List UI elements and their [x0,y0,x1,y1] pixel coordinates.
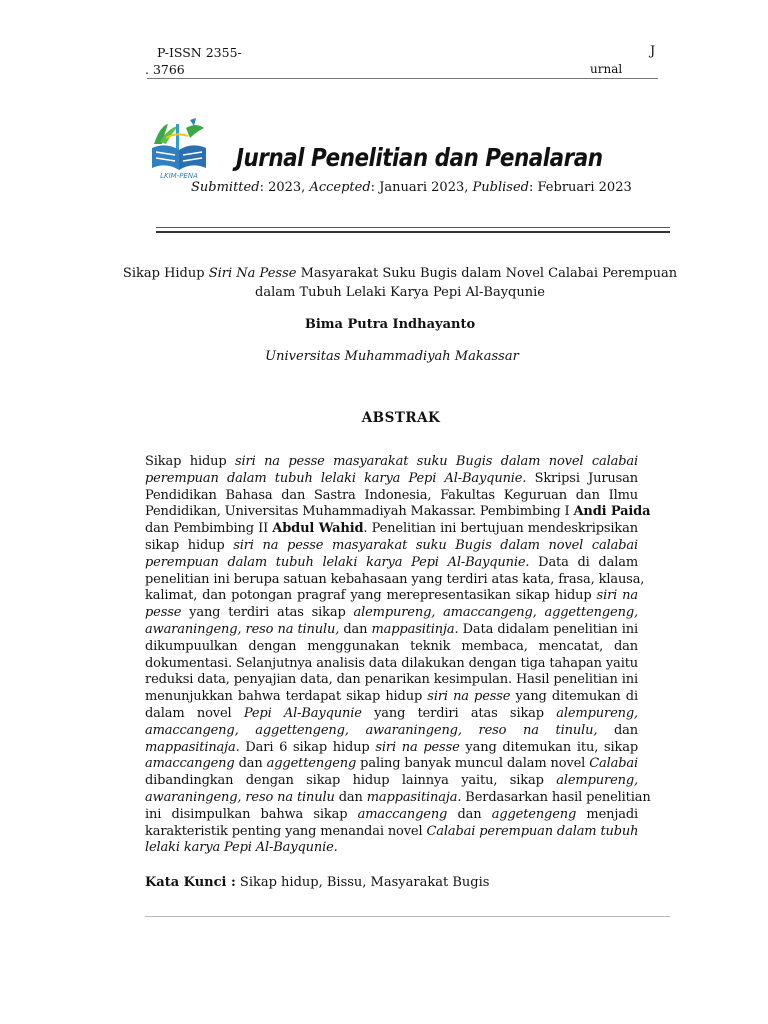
abstract-text: alempureng, [556,773,638,789]
abstract-text: ini disimpulkan bahwa sikap [145,806,358,822]
issn-line-1: P-ISSN 2355- [157,45,242,60]
abstract-text: kalimat, dan potongan pragraf yang merepresentasikan sikap hidup [145,588,597,604]
abstract-line [145,723,638,740]
abstract-text: dan [334,789,367,805]
abstract-text: siri na pesse [375,739,460,755]
abstract-line [145,622,638,639]
abstract-text: lelaki karya Pepi Al-Bayqunie. [145,840,338,856]
abstract-text: mappasitinaja. [145,739,240,755]
abstract-text: dikumpuulkan dengan menggunakan teknik membaca, mencatat, dan [145,638,638,654]
article-title [100,264,700,302]
abstract-text: menjadi [576,806,639,822]
abstract-line [145,488,638,505]
keywords [145,875,489,890]
abstract-heading: ABSTRAK [361,410,441,426]
abstract-text: dan [597,722,638,738]
journal-title: Jurnal Penelitian dan Penalaran [236,143,603,172]
abstract-text: penelitian ini berupa satuan kebahasaan yang terdiri atas kata, frasa, klausa, [145,571,645,587]
abstract-line [145,588,638,605]
logo-text: LKIM-PENA [160,172,198,180]
abstract-line [145,756,638,773]
issn-label [145,44,267,77]
abstract-text: yang ditemukan di [510,689,638,705]
abstract-line [145,639,638,656]
abstract-text: dan [234,756,267,772]
header-divider [147,78,658,79]
article-title-part: Masyarakat Suku Bugis dalam Novel Calabai Perempuan [296,266,678,281]
abstract-text: amaccangeng [145,756,235,772]
open-book-plant-icon [146,114,212,180]
abstract-text: Data di dalam [529,554,638,570]
abstract-text: yang terdiri atas sikap [181,605,354,621]
abstract-text: Calabai perempuan dalam tubuh [426,823,639,839]
abstract-text: Pendidikan Bahasa dan Sastra Indonesia, Fakultas Keguruan dan Ilmu [145,487,638,503]
abstract-line [145,504,651,521]
abstract-text: Skripsi Jurusan [526,470,638,486]
abstract-text: Abdul Wahid [272,521,364,537]
abstract-text: sikap hidup [145,537,234,553]
abstract-text: dalam novel [145,705,244,721]
abstract-text: Pepi Al-Bayqunie [243,705,362,721]
author-name: Bima Putra Indhayanto [304,317,476,332]
running-header-fragment: urnal [590,62,623,76]
abstract-text: dokumentasi. Selanjutnya analisis data dilakukan dengan tiga tahapan yaitu [145,655,638,671]
issn-line-2: . 3766 [145,62,185,77]
abstract-line [145,840,638,857]
abstract-text: Data didalam penelitian ini [458,621,638,637]
abstract-text: siri na pesse [427,689,511,705]
abstract-line [145,521,638,538]
abstract-line [145,656,638,673]
abstract-line [145,689,638,706]
abstract-text: Calabai [589,756,639,772]
abstract-text: Dari 6 sikap hidup [239,739,376,755]
abstract-line [145,555,638,572]
article-title-line-2: dalam Tubuh Lelaki Karya Pepi Al-Bayqunie [255,285,545,300]
abstract-text: amaccangeng [357,806,448,822]
abstract-text: reduksi data, penyajian data, dan penarikan kesimpulan. Hasil penelitian ini [145,672,638,688]
accepted-value: Januari 2023, [375,180,469,195]
abstract-text: menunjukkan bahwa terdapat sikap hidup [145,689,428,705]
abstract-line [145,454,638,471]
abstract-text: karakteristik penting yang menandai novel [145,823,427,839]
abstract-text: alempureng, amaccangeng, aggettengeng, [353,605,638,621]
footer-divider [145,916,670,917]
abstract-text: Pendidikan, Universitas Muhammadiyah Makassar. Pembimbing I [145,504,574,520]
abstract-text: aggetengeng [491,806,577,822]
abstract-text: . Penelitian ini bertujuan mendeskripsikan [363,521,638,537]
abstract-text: awaraningeng, reso na tinulu, [145,621,340,637]
abstract-line [145,672,638,689]
submitted-value: 2023, [263,180,306,195]
journal-logo [146,114,212,180]
abstract-text: siri na pesse masyarakat suku Bugis dalam novel calabai [235,454,638,469]
abstract-text: Berdasarkan hasil penelitian [461,789,651,805]
published-value: Februari 2023 [533,180,632,195]
abstract-body [145,454,651,857]
abstract-text: yang terdiri atas sikap [361,705,557,721]
abstract-text: amaccangeng, aggettengeng, awaraningeng, reso na tinulu, [145,722,598,738]
keywords-label: Kata Kunci : [145,875,236,890]
abstract-text: mappasitinaja. [366,789,462,805]
accepted-label: Accepted [309,180,371,195]
abstract-line [145,807,638,824]
abstract-text: dan [447,806,492,822]
title-divider [156,227,670,233]
abstract-line [145,740,638,757]
abstract-text: mappasitinja. [371,621,459,637]
abstract-text: awaraningeng, reso na tinulu [145,789,335,805]
abstract-text: siri na pesse masyarakat suku Bugis dalam novel calabai [233,537,638,553]
abstract-text: alempureng, [556,705,638,721]
abstract-line [145,824,638,841]
abstract-text: paling banyak muncul dalam novel [356,756,590,772]
abstract-text: dan Pembimbing II [145,521,273,537]
abstract-text: pesse [145,605,182,621]
abstract-line [145,773,638,790]
abstract-text: yang ditemukan itu, sikap [459,739,638,755]
running-header-letter: J [650,44,656,59]
abstract-text: siri na [596,588,638,604]
abstract-text: dan [339,621,372,637]
abstract-text: dibandingkan dengan sikap hidup lainnya yaitu, sikap [145,773,557,789]
article-title-italic: Siri Na Pesse [208,266,297,281]
article-title-part: Sikap Hidup [122,266,209,281]
abstract-text: aggettengeng [266,756,357,772]
published-label: Publised [472,180,529,195]
author-affiliation: Universitas Muhammadiyah Makassar [265,349,519,364]
abstract-line [145,789,651,807]
abstract-text: perempuan dalam tubuh lelaki karya Pepi Al-Bayqunie. [145,470,527,486]
abstract-line [145,571,645,589]
abstract-line [145,605,638,622]
abstract-text: perempuan dalam tubuh lelaki karya Pepi Al-Bayqunie. [145,554,530,570]
abstract-line [145,706,638,723]
keywords-value: Sikap hidup, Bissu, Masyarakat Bugis [235,875,490,890]
abstract-line [145,538,638,555]
submission-dates: Submitted: 2023, Accepted: Januari 2023, Publised: Februari 2023 [191,180,632,195]
submitted-label: Submitted [191,180,260,195]
abstract-text: Sikap hidup [145,454,235,469]
abstract-text: Andi Paida [573,504,651,520]
abstract-line [145,471,638,488]
